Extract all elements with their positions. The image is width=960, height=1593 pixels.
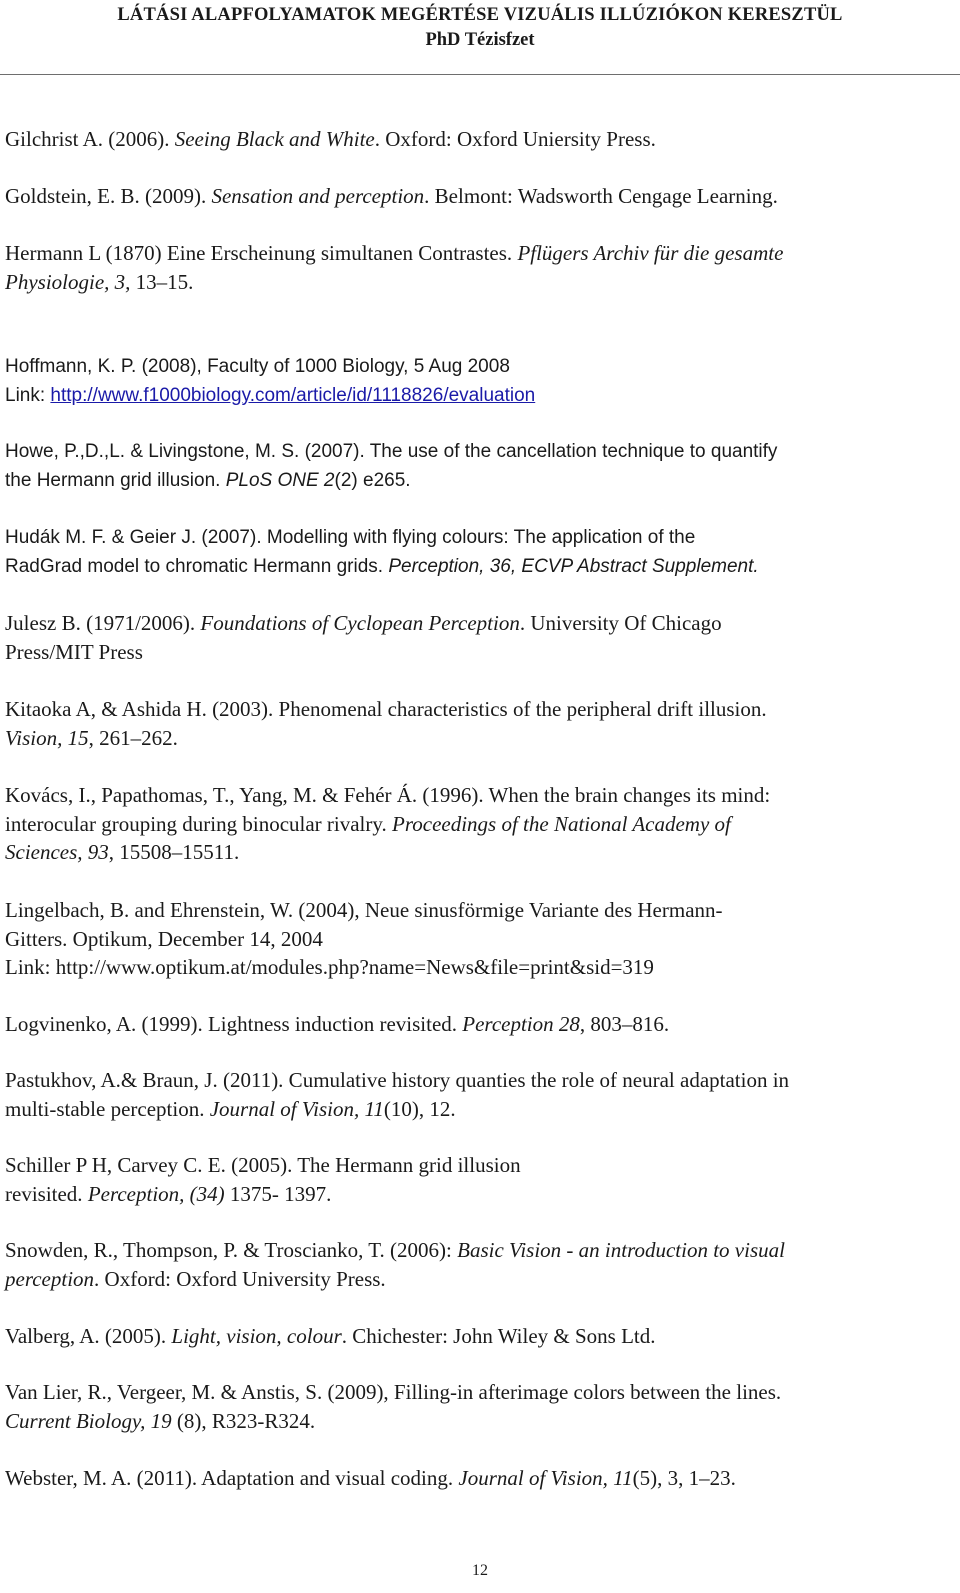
- reference-italic-text: Light, vision, colour: [171, 1324, 342, 1348]
- reference-italic-text: perception: [5, 1266, 95, 1291]
- reference-text: , 15508–15511.: [108, 840, 240, 864]
- reference-italic-text: Journal of Vision, 11: [458, 1466, 633, 1490]
- reference-text: revisited.: [5, 1181, 88, 1206]
- reference-entry: [5, 1378, 953, 1435]
- reference-text: Kovács, I., Papathomas, T., Yang, M. & Fehér Á. (1996). When the brain changes its mind:: [5, 783, 771, 807]
- header-title: LÁTÁSI ALAPFOLYAMATOK MEGÉRTÉSE VIZUÁLIS ILLÚZIÓKON KERESZTÜL: [117, 5, 843, 25]
- reference-italic-text: Perception 28: [462, 1012, 580, 1036]
- reference-line: [5, 1180, 953, 1209]
- reference-italic-text: Foundations of Cyclopean Perception: [200, 611, 520, 635]
- reference-entry: [5, 1151, 953, 1208]
- reference-text: 13–15.: [130, 269, 194, 294]
- page-header: [0, 0, 960, 75]
- reference-text: Press/MIT Press: [5, 639, 143, 664]
- reference-entry: [5, 609, 953, 666]
- reference-entry: [5, 896, 953, 982]
- reference-line: [5, 1265, 953, 1294]
- reference-text: Hoffmann, K. P. (2008), Faculty of 1000 Biology, 5 Aug 2008: [5, 356, 510, 377]
- reference-text: Schiller P H, Carvey C. E. (2005). The Hermann grid illusion: [5, 1153, 521, 1177]
- reference-line: [5, 896, 953, 925]
- reference-text: Kitaoka A, & Ashida H. (2003). Phenomenal characteristics of the peripheral drift illusion.: [5, 697, 767, 721]
- reference-italic-text: Sensation and perception: [211, 184, 425, 208]
- reference-line: [5, 467, 953, 496]
- reference-line: [5, 438, 953, 467]
- reference-entry: [5, 239, 953, 296]
- reference-italic-text: Proceedings of the National Academy of: [392, 811, 731, 836]
- reference-link[interactable]: http://www.f1000biology.com/article/id/1118826/evaluation: [50, 384, 536, 406]
- reference-line: [5, 781, 953, 810]
- reference-text: . University Of Chicago: [519, 611, 722, 635]
- reference-italic-text: Sciences, 93: [5, 840, 109, 864]
- reference-text: (10), 12.: [383, 1096, 456, 1121]
- reference-line: [5, 925, 953, 954]
- reference-line: [5, 953, 953, 982]
- reference-text: Link: http://www.optikum.at/modules.php?name=News&file=print&sid=319: [5, 955, 654, 979]
- reference-text: , 803–816.: [579, 1012, 670, 1036]
- reference-line: [5, 1378, 953, 1407]
- reference-text: (5), 3, 1–23.: [632, 1466, 736, 1490]
- reference-line: [5, 268, 953, 297]
- reference-line: [5, 1151, 953, 1180]
- reference-entry: [5, 1066, 953, 1123]
- reference-italic-text: Pflügers Archiv für die gesamte: [517, 241, 784, 265]
- reference-entry: [5, 182, 953, 211]
- reference-text: Lingelbach, B. and Ehrenstein, W. (2004), Neue sinusförmige Variante des Hermann-: [5, 898, 723, 922]
- reference-text: Howe, P.,D.,L. & Livingstone, M. S. (2007). The use of the cancellation technique to quantify: [5, 441, 778, 462]
- reference-line: [5, 1095, 953, 1124]
- reference-line: [5, 810, 953, 839]
- reference-text: 1375- 1397.: [224, 1181, 332, 1206]
- reference-line: [5, 838, 953, 867]
- reference-text: (2) e265.: [334, 469, 411, 491]
- reference-italic-text: Journal of Vision, 11: [209, 1096, 384, 1121]
- reference-italic-text: PLoS ONE 2: [225, 469, 335, 491]
- reference-text: Valberg, A. (2005).: [5, 1324, 172, 1348]
- reference-entry: [5, 1464, 953, 1493]
- reference-text: , 261–262.: [88, 725, 178, 750]
- reference-entry: [5, 695, 953, 752]
- reference-line: [5, 382, 953, 411]
- reference-text: Gitters. Optikum, December 14, 2004: [5, 926, 323, 951]
- reference-line: [5, 1236, 953, 1265]
- reference-line: [5, 609, 953, 638]
- reference-entry: [5, 1010, 953, 1039]
- reference-entry: [5, 1322, 953, 1351]
- reference-text: Pastukhov, A.& Braun, J. (2011). Cumulative history quanties the role of neural adaptation in: [5, 1068, 790, 1092]
- reference-line: [5, 1322, 953, 1351]
- reference-text: . Chichester: John Wiley & Sons Ltd.: [341, 1324, 656, 1348]
- reference-line: [5, 1066, 953, 1095]
- reference-line: [5, 125, 953, 154]
- reference-text: interocular grouping during binocular rivalry.: [5, 811, 393, 836]
- reference-italic-text: Current Biology, 19: [5, 1408, 172, 1433]
- reference-entry: [5, 125, 953, 154]
- reference-text: . Belmont: Wadsworth Cengage Learning.: [424, 184, 778, 208]
- reference-italic-text: Physiologie, 3,: [5, 269, 131, 294]
- reference-line: [5, 182, 953, 211]
- reference-line: [5, 553, 953, 582]
- reference-entry: [5, 781, 953, 867]
- reference-entry: [5, 353, 953, 410]
- reference-text: Hudák M. F. & Geier J. (2007). Modelling with flying colours: The application of the: [5, 527, 696, 548]
- reference-text: Van Lier, R., Vergeer, M. & Anstis, S. (2009), Filling-in afterimage colors between the lines.: [5, 1380, 782, 1404]
- reference-text: the Hermann grid illusion.: [5, 469, 226, 491]
- reference-italic-text: Perception, 36, ECVP Abstract Supplement.: [388, 555, 759, 577]
- reference-text: Goldstein, E. B. (2009).: [5, 184, 212, 208]
- reference-line: [5, 1464, 953, 1493]
- reference-entry: [5, 524, 953, 581]
- reference-line: [5, 1010, 953, 1039]
- reference-line: [5, 724, 953, 753]
- reference-entry: [5, 438, 953, 495]
- reference-line: [5, 524, 953, 553]
- reference-text: Gilchrist A. (2006).: [5, 127, 175, 151]
- reference-italic-text: Seeing Black and White: [174, 127, 375, 151]
- reference-text: RadGrad model to chromatic Hermann grids.: [5, 555, 389, 577]
- reference-text: Hermann L (1870) Eine Erscheinung simultanen Contrastes.: [5, 241, 518, 265]
- header-subtitle: PhD Tézisfzet: [425, 30, 535, 50]
- reference-italic-text: Vision, 15: [5, 725, 89, 750]
- reference-text: Logvinenko, A. (1999). Lightness induction revisited.: [5, 1012, 463, 1036]
- reference-entry: [5, 1236, 953, 1293]
- reference-italic-text: Perception, (34): [87, 1181, 225, 1206]
- reference-text: (8), R323-R324.: [171, 1408, 316, 1433]
- reference-text: Julesz B. (1971/2006).: [5, 611, 201, 635]
- reference-line: [5, 239, 953, 268]
- reference-line: [5, 353, 953, 382]
- reference-line: [5, 695, 953, 724]
- reference-text: . Oxford: Oxford Uniersity Press.: [374, 127, 656, 151]
- reference-text: multi-stable perception.: [5, 1096, 210, 1121]
- reference-text: Link:: [5, 384, 51, 406]
- reference-line: [5, 1407, 953, 1436]
- reference-line: [5, 638, 953, 667]
- reference-text: Webster, M. A. (2011). Adaptation and visual coding.: [5, 1466, 459, 1490]
- reference-italic-text: Basic Vision - an introduction to visual: [457, 1238, 785, 1262]
- page-number: 12: [472, 1562, 488, 1579]
- reference-text: . Oxford: Oxford University Press.: [94, 1266, 386, 1291]
- reference-text: Snowden, R., Thompson, P. & Troscianko, T. (2006):: [5, 1238, 458, 1262]
